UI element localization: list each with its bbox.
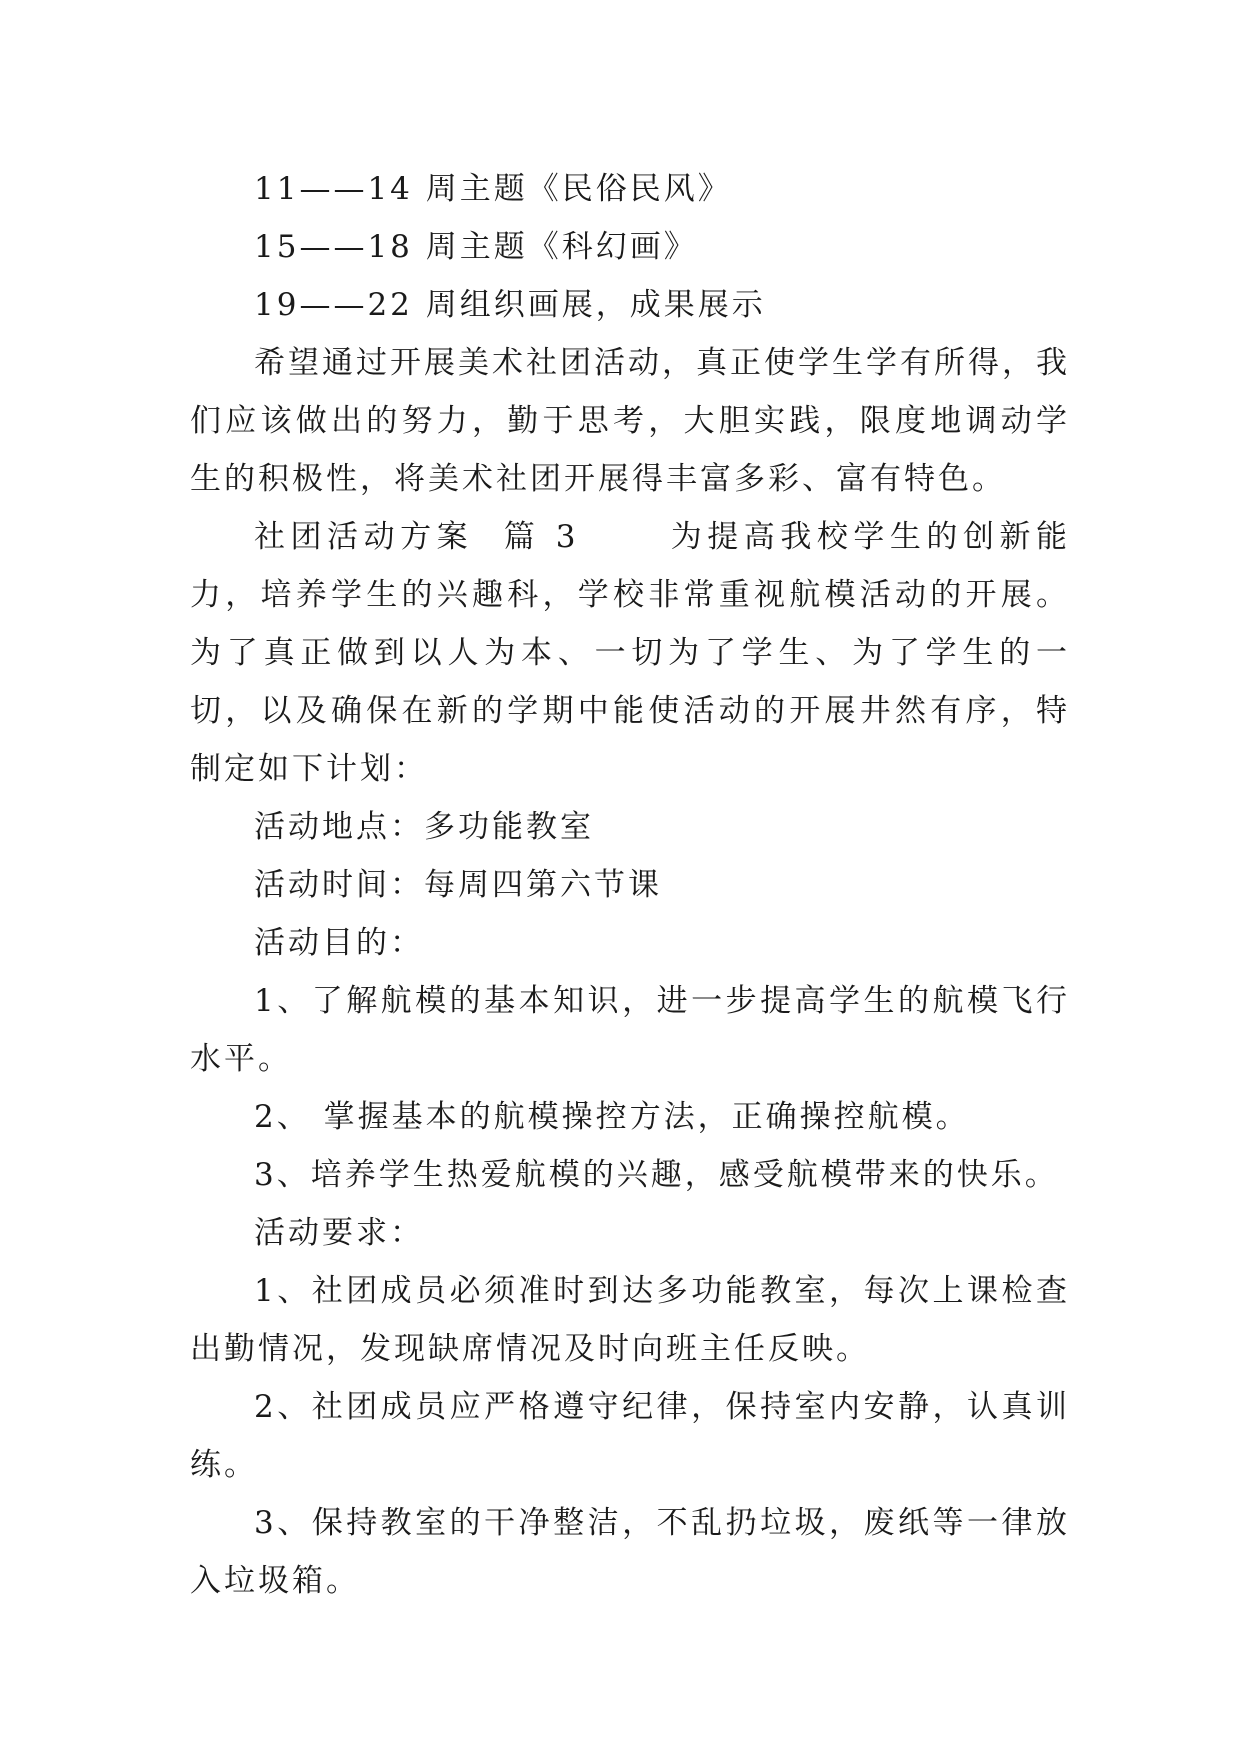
paragraph-plan-3-intro: 社团活动方案 篇 3 为提高我校学生的创新能力，培养学生的兴趣科，学校非常重视航模活动的开展。为了真正做到以人为本、一切为了学生、为了学生的一切，以及确保在新的学期中能使活动的开展井然有序，特制定如下计划：	[190, 519, 1070, 787]
document-body	[190, 160, 1070, 1610]
paragraph-week-19-22: 19——22 周组织画展，成果展示	[254, 287, 766, 323]
paragraph-goal-2: 2、 掌握基本的航模操控方法，正确操控航模。	[254, 1099, 970, 1135]
paragraph-activity-time: 活动时间：每周四第六节课	[254, 867, 662, 903]
paragraph-requirement-3: 3、保持教室的干净整洁，不乱扔垃圾，废纸等一律放入垃圾箱。	[190, 1505, 1070, 1599]
paragraph-goal-1: 1、了解航模的基本知识，进一步提高学生的航模飞行水平。	[190, 983, 1070, 1077]
heading-activity-goals: 活动目的：	[254, 925, 424, 961]
paragraph-requirement-2: 2、社团成员应严格遵守纪律，保持室内安静，认真训练。	[190, 1389, 1070, 1483]
paragraph-week-15-18: 15——18 周主题《科幻画》	[254, 229, 698, 265]
paragraph-goal-3: 3、培养学生热爱航模的兴趣，感受航模带来的快乐。	[254, 1157, 1059, 1193]
paragraph-art-club-hope: 希望通过开展美术社团活动，真正使学生学有所得，我们应该做出的努力，勤于思考，大胆实践，限度地调动学生的积极性，将美术社团开展得丰富多彩、富有特色。	[190, 345, 1070, 497]
paragraph-week-11-14: 11——14 周主题《民俗民风》	[254, 171, 732, 207]
heading-activity-requirements: 活动要求：	[254, 1215, 424, 1251]
paragraph-requirement-1: 1、社团成员必须准时到达多功能教室，每次上课检查出勤情况，发现缺席情况及时向班主任反映。	[190, 1273, 1070, 1367]
paragraph-activity-location: 活动地点：多功能教室	[254, 809, 594, 845]
